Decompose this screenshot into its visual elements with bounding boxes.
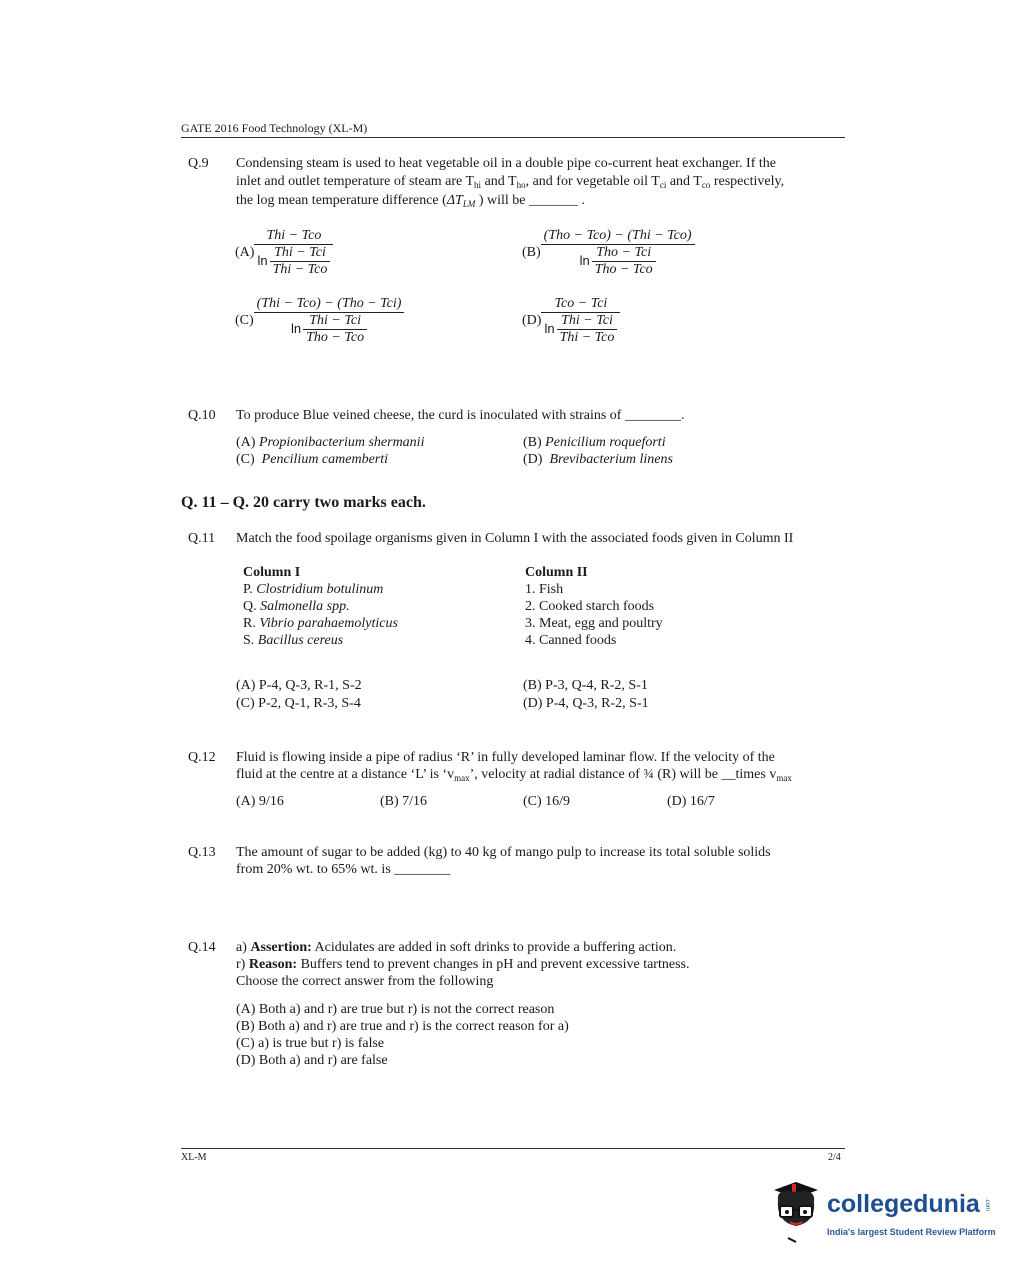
q12-number: Q.12 [188, 750, 216, 765]
q14-option-a[interactable]: (A) Both a) and r) are true but r) is not the correct reason [236, 1002, 555, 1017]
q14-option-c[interactable]: (C) a) is true but r) is false [236, 1036, 385, 1051]
section-title: Q. 11 – Q. 20 carry two marks each. [181, 494, 426, 511]
footer-page-number: 2/4 [828, 1152, 841, 1163]
q11-option-b[interactable]: (B) P-3, Q-4, R-2, S-1 [523, 678, 648, 693]
q12-option-b[interactable]: (B) 7/16 [380, 794, 428, 809]
q9-option-b[interactable]: (B) (Tho − Tco) − (Thi − Tco) ln $\frac{\text{Tho − Tci}}{\text{Tho − Tco}}$ [522, 228, 695, 278]
q9-option-b-label: (B) [522, 245, 541, 260]
collegedunia-logo-com: .com [984, 1198, 990, 1212]
q9-option-d[interactable]: (D) Tco − Tci ln $\frac{\text{Thi − Tci}}{\text{Thi − Tco}}$ [522, 296, 620, 346]
q14-reason: r) Reason: Buffers tend to prevent changes in pH and prevent excessive tartness. [236, 957, 690, 972]
q14-assertion: a) Assertion: Acidulates are added in soft drinks to provide a buffering action. [236, 940, 677, 955]
footer-rule [181, 1148, 845, 1149]
q14-instruction: Choose the correct answer from the following [236, 974, 494, 989]
collegedunia-logo-text: collegedunia [827, 1190, 980, 1218]
q11-col1-item: P. Clostridium botulinum [243, 582, 384, 597]
q11-column1-header: Column I [243, 565, 301, 580]
q11-col2-item: 2. Cooked starch foods [525, 599, 655, 614]
q13-text-line2: from 20% wt. to 65% wt. is ________ [236, 862, 451, 877]
q11-column2-header: Column II [525, 565, 588, 580]
q13-number: Q.13 [188, 845, 216, 860]
q11-col2-item: 4. Canned foods [525, 633, 617, 648]
q11-col1-item: Q. Salmonella spp. [243, 599, 350, 614]
q9-option-c-label: (C) [235, 313, 254, 328]
q12-option-c[interactable]: (C) 16/9 [523, 794, 571, 809]
q13-text-line1: The amount of sugar to be added (kg) to 40 kg of mango pulp to increase its total soluble solids [236, 845, 771, 860]
collegedunia-tagline: India's largest Student Review Platform [827, 1227, 996, 1237]
q11-col2-item: 3. Meat, egg and poultry [525, 616, 663, 631]
header-rule [181, 137, 845, 138]
q11-col2-item: 1. Fish [525, 582, 564, 597]
q9-option-d-label: (D) [522, 313, 542, 328]
q12-text-line2: fluid at the centre at a distance ‘L’ is ‘$v_{max}$’, velocity at radial distance of ¾ (R) will be __times $v_{max}$ [236, 767, 792, 783]
q10-number: Q.10 [188, 408, 216, 423]
q9-number: Q.9 [188, 156, 209, 171]
collegedunia-mascot-icon [766, 1178, 826, 1248]
q12-option-a[interactable]: (A) 9/16 [236, 794, 284, 809]
q14-option-d[interactable]: (D) Both a) and r) are false [236, 1053, 388, 1068]
q14-option-b[interactable]: (B) Both a) and r) are true and r) is the correct reason for a) [236, 1019, 569, 1034]
q9-text-line2: inlet and outlet temperature of steam are $T_{hi}$ and $T_{ho}$, and for vegetable oil $T_{ci}$ and $T_{co}$ respectively, [236, 174, 785, 190]
q11-col1-item: S. Bacillus cereus [243, 633, 344, 648]
page-header-title: GATE 2016 Food Technology (XL-M) [181, 121, 368, 135]
q11-number: Q.11 [188, 531, 216, 546]
q9-option-a-label: (A) [235, 245, 255, 260]
q12-option-d[interactable]: (D) 16/7 [667, 794, 715, 809]
q10-text: To produce Blue veined cheese, the curd is inoculated with strains of ________. [236, 408, 685, 423]
q10-option-d[interactable]: (D) Brevibacterium linens [523, 452, 673, 467]
q9-text-line1: Condensing steam is used to heat vegetable oil in a double pipe co-current heat exchanger. If the [236, 156, 776, 171]
q11-option-c[interactable]: (C) P-2, Q-1, R-3, S-4 [236, 696, 361, 711]
q11-col1-item: R. Vibrio parahaemolyticus [243, 616, 398, 631]
q9-text-line3: the log mean temperature difference ($\Delta T_{LM}$ ) will be _______ . [236, 193, 585, 209]
q9-option-a[interactable]: (A) Thi − Tco ln $\frac{\text{Thi − Tci}}{\text{Thi − Tco}}$ [235, 228, 333, 278]
q10-option-b[interactable]: (B) Penicilium roqueforti [523, 435, 666, 450]
q10-option-a[interactable]: (A) Propionibacterium shermanii [236, 435, 425, 450]
q9-option-c[interactable]: (C) (Thi − Tco) − (Tho − Tci) ln $\frac{\text{Thi − Tci}}{\text{Tho − Tco}}$ [235, 296, 404, 346]
q11-text: Match the food spoilage organisms given in Column I with the associated foods given in Column II [236, 531, 794, 546]
q12-text-line1: Fluid is flowing inside a pipe of radius ‘R’ in fully developed laminar flow. If the velocity of the [236, 750, 775, 765]
q10-option-c[interactable]: (C) Pencilium camemberti [236, 452, 389, 467]
q14-number: Q.14 [188, 940, 216, 955]
q11-option-a[interactable]: (A) P-4, Q-3, R-1, S-2 [236, 678, 362, 693]
footer-paper-code: XL-M [181, 1152, 207, 1163]
q11-option-d[interactable]: (D) P-4, Q-3, R-2, S-1 [523, 696, 649, 711]
